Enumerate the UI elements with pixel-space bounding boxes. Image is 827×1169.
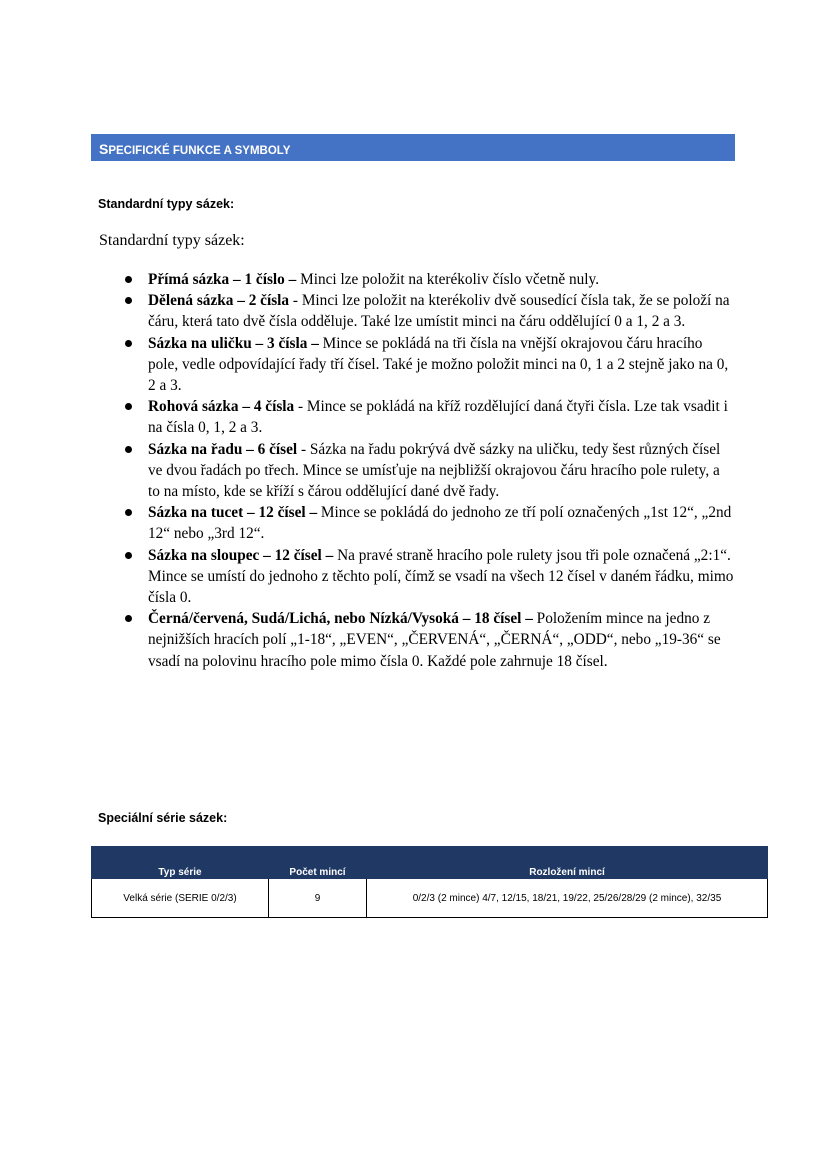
table-header-row <box>92 847 768 879</box>
intro-standard-bets: Standardní typy sázek: <box>99 232 245 249</box>
bet-title: Rohová sázka – 4 čísla <box>148 398 295 416</box>
bet-title: Dělená sázka – 2 čísla <box>148 292 290 310</box>
bet-description: Mince se pokládá do jednoho ze tří polí označených „1st 12“, „2nd 12“ nebo „3rd 12“. <box>148 504 732 543</box>
column-header: Počet mincí <box>269 847 367 879</box>
bet-description: - Sázka na řadu pokrývá dvě sázky na uličku, tedy šest různých čísel ve dvou řadách po třech. Mince se umísťuje na nejbližší okrajovou čáru hracího pole rulety, a to na místo, kde se kříží s čárou oddělující dané dvě řady. <box>148 440 721 501</box>
list-item <box>148 608 735 672</box>
list-item <box>148 333 735 397</box>
bet-title: Sázka na sloupec – 12 čísel – <box>148 546 334 564</box>
bet-title: Černá/červená, Sudá/Lichá, nebo Nízká/Vysoká – 18 čísel – <box>148 610 533 628</box>
bet-title: Sázka na řadu – 6 čísel <box>148 440 298 458</box>
table-cell: 0/2/3 (2 mince) 4/7, 12/15, 18/21, 19/22, 25/26/28/29 (2 mince), 32/35 <box>367 879 768 918</box>
list-item <box>148 396 735 438</box>
special-series-table <box>91 846 768 918</box>
heading-standard-bets: Standardní typy sázek: <box>98 197 235 211</box>
column-header: Rozložení mincí <box>367 847 768 879</box>
list-item <box>148 290 735 332</box>
bet-title: Sázka na tucet – 12 čísel – <box>148 504 318 522</box>
list-item <box>148 439 735 503</box>
list-item <box>148 502 735 544</box>
table-cell: Velká série (SERIE 0/2/3) <box>92 879 269 918</box>
section-title-initial: S <box>99 141 109 157</box>
bet-title: Přímá sázka – 1 číslo – <box>148 271 297 288</box>
bet-description: Mince se pokládá na tři čísla na vnější okrajovou čáru hracího pole, vedle odpovídající řady tří čísel. Také je možno položit minci na 0, 1 a 2 stejně jako na 0, 2 a 3. <box>148 334 729 395</box>
table-row <box>92 879 768 918</box>
section-title-text: PECIFICKÉ FUNKCE A SYMBOLY <box>108 145 291 157</box>
heading-special-series: Speciální série sázek: <box>98 811 228 825</box>
bet-description: Na pravé straně hracího pole rulety jsou tři pole označená „2:1“. Mince se umístí do jednoho z těchto polí, čímž se vsadí na všech 12 čísel v daném řádku, mimo čísla 0. <box>148 546 734 607</box>
bet-description: - Minci lze položit na kterékoliv dvě sousedící čísla tak, že se položí na čáru, která tato dvě čísla odděluje. Také lze umístit minci na čáru oddělující 0 a 1, 2 a 3. <box>148 292 730 331</box>
table-cell: 9 <box>269 879 367 918</box>
list-item <box>148 269 735 290</box>
bet-description: Položením mince na jedno z nejnižších hracích polí „1-18“, „EVEN“, „ČERVENÁ“, „ČERNÁ“, „ODD“, nebo „19-36“ se vsadí na polovinu hracího pole mimo čísla 0. Každé pole zahrnuje 18 čísel. <box>148 610 721 670</box>
list-item <box>148 545 735 609</box>
bet-description: Minci lze položit na kterékoliv číslo včetně nuly. <box>296 271 600 288</box>
section-title-bar <box>91 134 735 161</box>
column-header: Typ série <box>92 847 269 879</box>
bet-description: - Mince se pokládá na kříž rozdělující daná čtyři čísla. Lze tak vsadit i na čísla 0, 1, 2 a 3. <box>148 398 728 437</box>
bet-types-list <box>99 269 735 672</box>
bet-title: Sázka na uličku – 3 čísla – <box>148 334 319 352</box>
